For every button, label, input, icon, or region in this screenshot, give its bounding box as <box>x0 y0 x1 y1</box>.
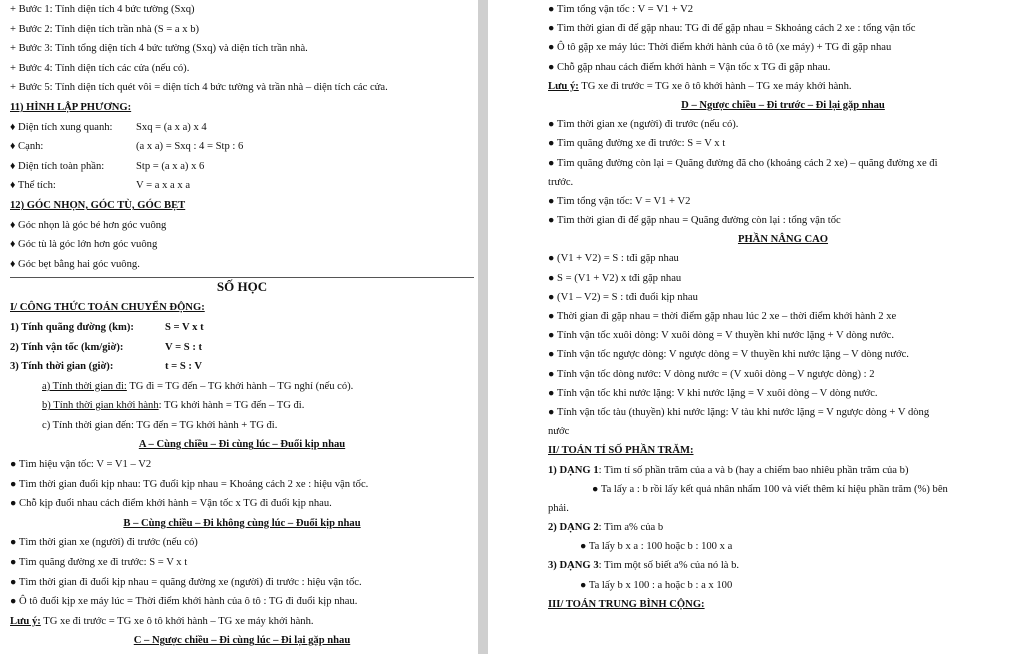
section-b-item: ● Tìm thời gian đi đuổi kịp nhau = quãng đường xe (người) đi trước : hiệu vận tốc. <box>10 576 362 588</box>
dang-3-title: 3) DẠNG 3 <box>548 560 599 572</box>
step-4: + Bước 4: Tính diện tích các cửa (nếu có). <box>10 62 190 74</box>
so-hoc-title: SỐ HỌC <box>216 279 268 295</box>
advanced-item: ● (V1 + V2) = S : tđi gặp nhau <box>548 253 679 265</box>
cube-label: ♦ Diện tích toàn phần: <box>10 160 105 172</box>
advanced-item: ● Tính vận tốc tàu (thuyền) khi nước lặng: V tàu khi nước lặng = V ngược dòng + V dòng <box>548 406 930 418</box>
section-d-item: ● Tìm thời gian xe (người) đi trước (nếu có). <box>548 119 739 131</box>
time-b-text: : TG khởi hành = TG đến – TG đi. <box>158 400 305 412</box>
section-b-title: B – Cùng chiều – Đi không cùng lúc – Đuổi kịp nhau <box>123 517 361 529</box>
angle-item: ♦ Góc bẹt bằng hai góc vuông. <box>10 258 140 270</box>
right-document-page <box>488 0 1024 654</box>
step-1: + Bước 1: Tính diện tích 4 bức tường (Sxq) <box>10 4 195 15</box>
dang-3-text: : Tìm một số biết a% của nó là b. <box>598 560 740 572</box>
advanced-item: ● Thời gian đi gặp nhau = thời điểm gặp nhau lúc 2 xe – thời điểm khởi hành 2 xe <box>548 311 897 322</box>
section-a-item: ● Tìm hiệu vận tốc: V = V1 – V2 <box>10 459 152 471</box>
section-b-item: ● Ô tô đuổi kịp xe máy lúc = Thời điểm khởi hành của ô tô : TG đi đuổi kịp nhau. <box>10 596 358 608</box>
dang-1-line: phải. <box>548 502 569 514</box>
cube-label: ♦ Cạnh: <box>10 141 44 153</box>
dang-1 <box>548 461 1018 480</box>
advanced-item: nước <box>548 426 570 438</box>
cube-label: ♦ Diện tích xung quanh: <box>10 121 113 133</box>
dang-1-title: 1) DẠNG 1 <box>548 464 599 476</box>
section-d-title: D – Ngược chiều – Đi trước – Đi lại gặp nhau <box>681 99 885 111</box>
section-d-item: ● Tìm quãng đường xe đi trước: S = V x t <box>548 138 726 150</box>
left-document-page <box>0 0 478 654</box>
motion-row <box>10 338 474 358</box>
dang-2-line: ● Ta lấy b x a : 100 hoặc b : 100 x a <box>580 541 733 553</box>
section-b-item: ● Tìm quãng đường xe đi trước: S = V x t <box>10 557 188 569</box>
step-5: + Bước 5: Tính diện tích quét vôi = diện tích 4 bức tường và trần nhà – diện tích các cửa. <box>10 82 388 94</box>
advanced-item: ● Tính vận tốc ngược dòng: V ngược dòng = V thuyền khi nước lặng – V dòng nước. <box>548 349 909 361</box>
note-text: TG xe đi trước = TG xe ô tô khởi hành – TG xe máy khởi hành. <box>578 80 852 92</box>
cube-formula: V = a x a x a <box>136 180 191 192</box>
cube-row <box>10 137 474 157</box>
cube-row <box>10 157 474 177</box>
section-a-title: A – Cùng chiều – Đi cùng lúc – Đuổi kịp nhau <box>138 439 346 451</box>
motion-formula: t = S : V <box>165 361 203 373</box>
note-label: Lưu ý: <box>10 615 41 627</box>
motion-label: 2) Tính vận tốc (km/giờ): <box>10 341 124 353</box>
note-label: Lưu ý: <box>548 80 579 92</box>
section-d-item: trước. <box>548 176 574 188</box>
dang-3-line: ● Ta lấy b x 100 : a hoặc b : a x 100 <box>580 579 733 591</box>
motion-label: 3) Tính thời gian (giờ): <box>10 361 114 373</box>
cube-formula: (a x a) = Sxq : 4 = Stp : 6 <box>136 141 244 153</box>
section-a-item: ● Chỗ kịp đuổi nhau cách điểm khởi hành = Vận tốc x TG đi đuổi kịp nhau. <box>10 498 332 510</box>
advanced-title: PHẦN NÂNG CAO <box>737 234 829 246</box>
dang-2-title: 2) DẠNG 2 <box>548 522 599 534</box>
cube-row <box>10 118 474 138</box>
note-text: TG xe đi trước = TG xe ô tô khởi hành – TG xe máy khởi hành. <box>40 615 314 627</box>
note-line <box>548 77 1018 96</box>
dang-2 <box>548 518 1018 537</box>
time-a <box>10 377 474 397</box>
section-c-title: C – Ngược chiều – Đi cùng lúc – Đi lại gặp nhau <box>133 635 351 647</box>
step-2: + Bước 2: Tính diện tích trần nhà (S = a x b) <box>10 23 200 35</box>
motion-heading: I/ CÔNG THỨC TOÁN CHUYỂN ĐỘNG: <box>10 302 205 314</box>
time-a-text: TG đi = TG đến – TG khởi hành – TG nghỉ (nếu có). <box>126 380 354 392</box>
top-item: ● Tìm tổng vận tốc : V = V1 + V2 <box>548 4 694 15</box>
top-item: ● Tìm thời gian đi để gặp nhau: TG đi để gặp nhau = Skhoảng cách 2 xe : tổng vận tốc <box>548 23 916 35</box>
section-d-item: ● Tìm quãng đường còn lại = Quãng đường đã cho (khoảng cách 2 xe) – quãng đường xe đi <box>548 157 938 169</box>
angle-item: ♦ Góc nhọn là góc bé hơn góc vuông <box>10 219 167 231</box>
time-b-title: b) Tính thời gian khởi hành <box>42 400 159 412</box>
time-a-title: a) Tính thời gian đi: <box>42 380 127 392</box>
note-line <box>10 612 474 632</box>
dang-2-text: : Tìm a% của b <box>598 522 664 534</box>
motion-row <box>10 318 474 338</box>
angle-heading: 12) GÓC NHỌN, GÓC TÙ, GÓC BẸT <box>10 199 186 211</box>
section-a-item: ● Tìm thời gian đuổi kịp nhau: TG đuổi kịp nhau = Khoảng cách 2 xe : hiệu vận tốc. <box>10 478 369 490</box>
dang-3 <box>548 556 1018 575</box>
cube-heading: 11) HÌNH LẬP PHƯƠNG: <box>10 101 132 113</box>
advanced-item: ● Tính vận tốc khi nước lặng: V khi nước lặng = V xuôi dòng – V dòng nước. <box>548 387 878 399</box>
time-c: c) Tính thời gian đến: TG đến = TG khởi hành + TG đi. <box>42 419 278 431</box>
dang-1-text: : Tìm tỉ số phần trăm của a và b (hay a chiếm bao nhiêu phần trăm của b) <box>598 464 909 476</box>
step-3: + Bước 3: Tính tổng diện tích 4 bức tường (Sxq) và diện tích trần nhà. <box>10 43 308 55</box>
top-item: ● Chỗ gặp nhau cách điểm khởi hành = Vận tốc x TG đi gặp nhau. <box>548 61 831 73</box>
motion-formula: S = V x t <box>165 321 204 333</box>
advanced-item: ● Tính vận tốc dòng nước: V dòng nước = (V xuôi dòng – V ngược dòng) : 2 <box>548 368 875 380</box>
section-d-item: ● Tìm thời gian đi để gặp nhau = Quãng đường còn lại : tổng vận tốc <box>548 215 841 227</box>
top-item: ● Ô tô gặp xe máy lúc: Thời điểm khởi hành của ô tô (xe máy) + TG đi gặp nhau <box>548 42 892 54</box>
motion-formula: V = S : t <box>165 341 203 353</box>
dang-1-line: ● Ta lấy a : b rồi lấy kết quả nhân nhẩm 100 và viết thêm kí hiệu phần trăm (%) bên <box>592 483 948 495</box>
advanced-item: ● Tính vận tốc xuôi dòng: V xuôi dòng = V thuyền khi nước lặng + V dòng nước. <box>548 330 894 342</box>
percent-heading: II/ TOÁN TỈ SỐ PHẦN TRĂM: <box>548 445 694 457</box>
cube-label: ♦ Thể tích: <box>10 180 56 192</box>
advanced-item: ● S = (V1 + V2) x tđi gặp nhau <box>548 272 682 284</box>
cube-row <box>10 176 474 196</box>
cube-formula: Stp = (a x a) x 6 <box>136 160 205 172</box>
section-d-item: ● Tìm tổng vận tốc: V = V1 + V2 <box>548 195 691 207</box>
cube-formula: Sxq = (a x a) x 4 <box>136 121 207 133</box>
average-heading: III/ TOÁN TRUNG BÌNH CỘNG: <box>548 598 705 610</box>
section-b-item: ● Tìm thời gian xe (người) đi trước (nếu có) <box>10 537 198 549</box>
time-b <box>10 396 474 416</box>
advanced-item: ● (V1 – V2) = S : tđi đuổi kịp nhau <box>548 291 698 303</box>
motion-row <box>10 357 474 377</box>
motion-label: 1) Tính quãng đường (km): <box>10 321 134 333</box>
angle-item: ♦ Góc tù là góc lớn hơn góc vuông <box>10 239 158 251</box>
